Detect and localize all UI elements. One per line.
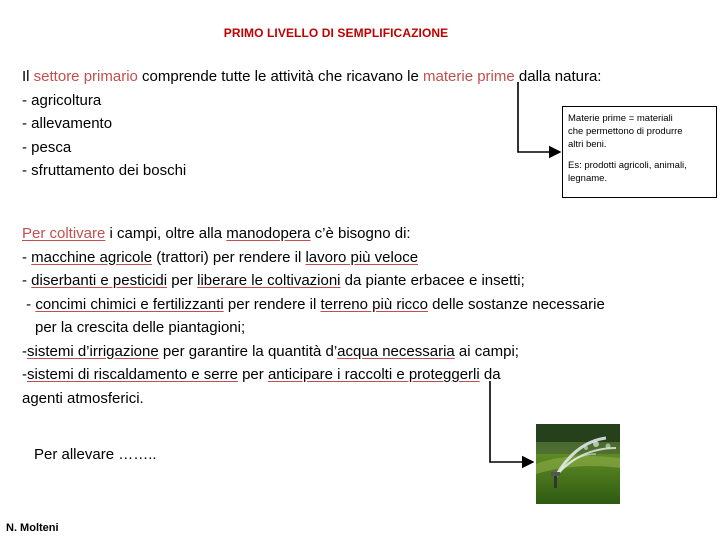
definition-note-box	[562, 106, 717, 198]
note-line: Es: prodotti agricoli, animali,	[568, 160, 687, 171]
intro-block	[22, 65, 601, 183]
coltivare-line: - diserbanti e pesticidi per liberare le coltivazioni da piante erbacee e insetti;	[22, 272, 525, 289]
irrigation-sprinkler-photo	[536, 424, 620, 504]
list-item: - agricoltura	[22, 91, 102, 109]
allevare-text: Per allevare ……..	[34, 446, 157, 463]
coltivare-line: -sistemi di riscaldamento e serre per anticipare i raccolti e proteggerli da	[22, 366, 501, 383]
coltivare-line: -sistemi d’irrigazione per garantire la quantità d’acqua necessaria ai campi;	[22, 342, 519, 360]
note-line: Materie prime = materiali	[568, 113, 673, 124]
coltivare-line: per la crescita delle piantagioni;	[35, 319, 246, 336]
coltivare-line: Per coltivare i campi, oltre alla manodopera c’è bisogno di:	[22, 225, 411, 242]
page-title: PRIMO LIVELLO DI SEMPLIFICAZIONE	[223, 26, 449, 40]
list-item: - sfruttamento dei boschi	[22, 162, 187, 179]
coltivare-line: - concimi chimici e fertilizzanti per rendere il terreno più ricco delle sostanze necessarie	[22, 295, 605, 313]
coltivare-line: agenti atmosferici.	[22, 389, 144, 407]
note-line: altri beni.	[568, 139, 607, 150]
list-item: - allevamento	[22, 115, 113, 132]
author-signature: N. Molteni	[6, 522, 59, 534]
highlight-settore-primario: settore primario	[33, 68, 138, 85]
note-line: che permettono di produrre	[568, 126, 683, 137]
highlight-materie-prime: materie prime	[423, 68, 515, 85]
coltivare-block	[22, 222, 605, 410]
note-line: legname.	[568, 173, 608, 184]
intro-sentence: Il settore primario comprende tutte le attività che ricavano le materie prime dalla natura:	[22, 68, 602, 85]
coltivare-line: - macchine agricole (trattori) per rendere il lavoro più veloce	[22, 248, 419, 266]
list-item: - pesca	[22, 138, 72, 156]
sprinkler-image	[536, 424, 620, 504]
